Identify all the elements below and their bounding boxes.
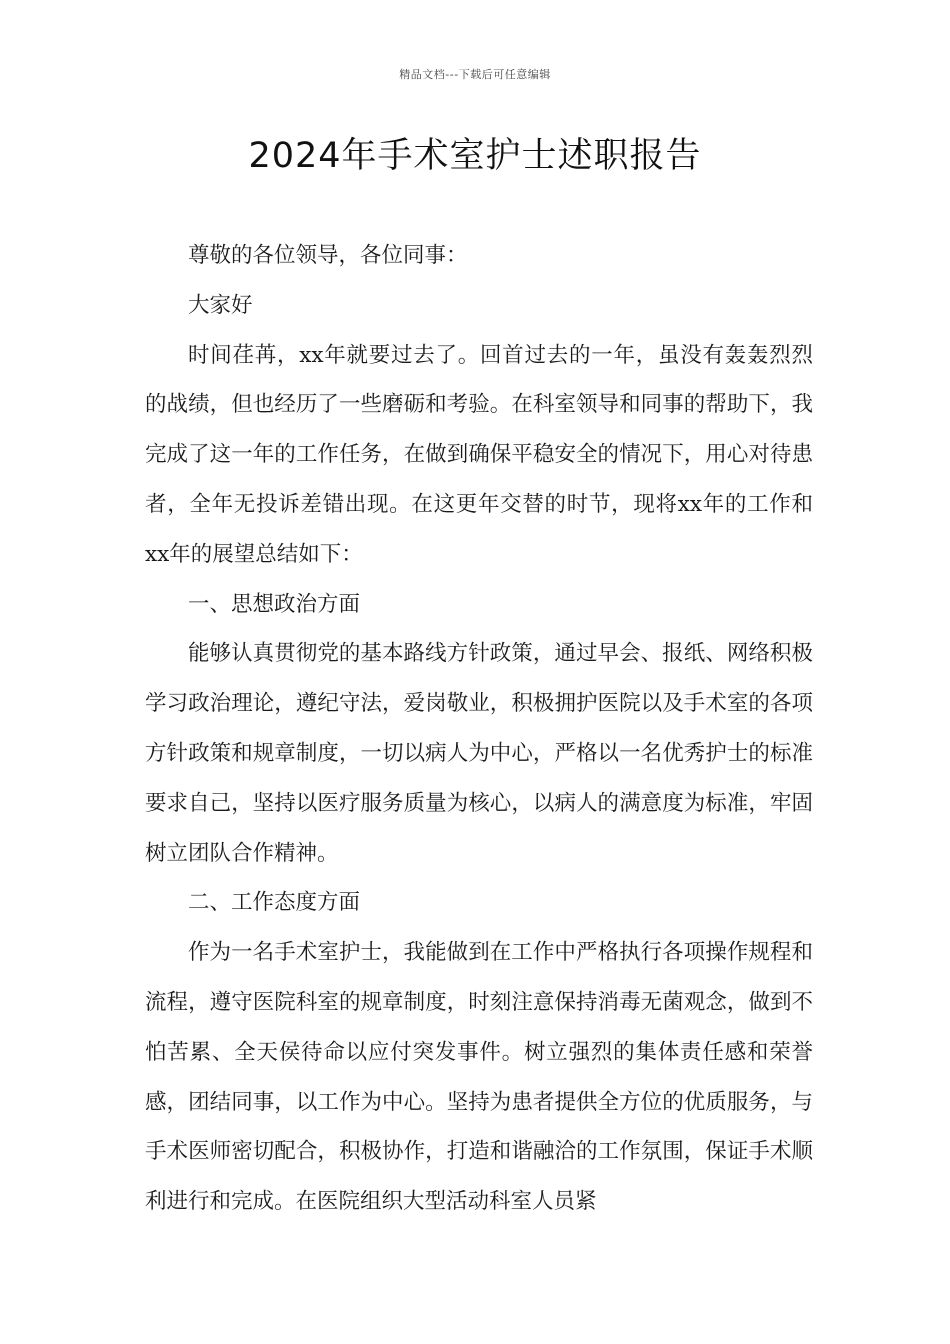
politics-paragraph: 能够认真贯彻党的基本路线方针政策，通过早会、报纸、网络积极学习政治理论，遵纪守法，爱岗敬业，积极拥护医院以及手术室的各项方针政策和规章制度，一切以病人为中心，严格以一名优秀护士的标准要求自己，坚持以医疗服务质量为核心，以病人的满意度为标准，牢固树立团队合作精神。 (145, 641, 813, 866)
document-body (145, 231, 813, 1227)
section-heading-politics: 一、思想政治方面 (188, 591, 361, 617)
salutation-paragraph: 尊敬的各位领导，各位同事： (188, 243, 468, 268)
section-heading-attitude: 二、工作态度方面 (188, 890, 361, 916)
header-note: 精品文档---下载后可任意编辑 (399, 68, 551, 81)
attitude-paragraph: 作为一名手术室护士，我能做到在工作中严格执行各项操作规程和流程，遵守医院科室的规章制度，时刻注意保持消毒无菌观念，做到不怕苦累、全天侯待命以应付突发事件。树立强烈的集体责任感和荣誉感，团结同事，以工作为中心。坚持为患者提供全方位的优质服务，与手术医师密切配合，积极协作，打造和谐融洽的工作氛围，保证手术顺利进行和完成。在医院组织大型活动科室人员紧 (145, 940, 813, 1215)
greeting-paragraph: 大家好 (188, 292, 253, 318)
intro-paragraph: 时间荏苒，xx年就要过去了。回首过去的一年，虽没有轰轰烈烈的战绩，但也经历了一些磨砺和考验。在科室领导和同事的帮助下，我完成了这一年的工作任务，在做到确保平稳安全的情况下，用心对待患者，全年无投诉差错出现。在这更年交替的时节，现将xx年的工作和xx年的展望总结如下： (145, 342, 813, 567)
document-title: 2024年手术室护士述职报告 (248, 136, 702, 176)
